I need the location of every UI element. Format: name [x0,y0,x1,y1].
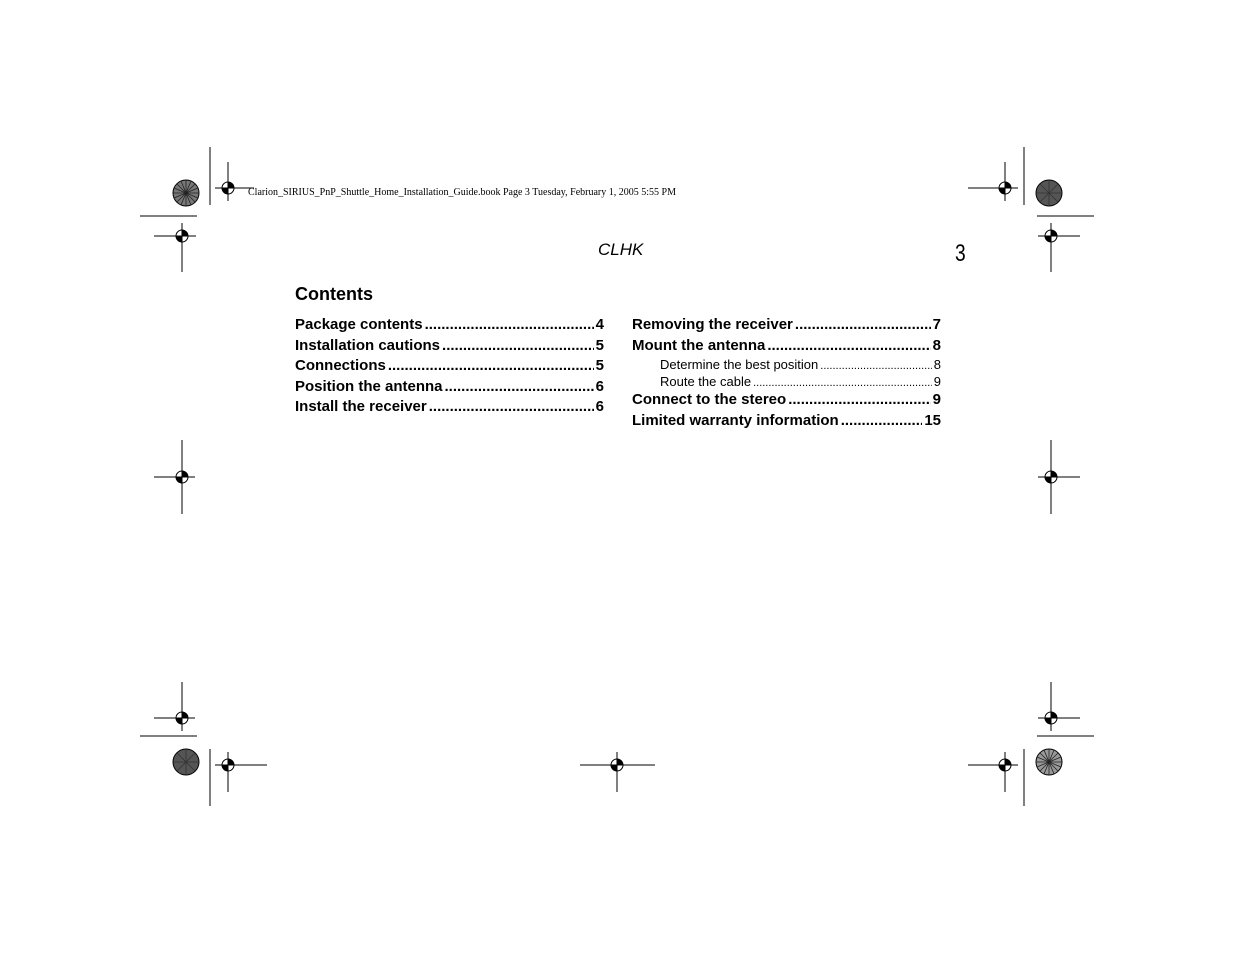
toc-leader-dots [429,397,594,417]
toc-entry-label: Installation cautions [295,336,441,354]
toc-leader-dots [795,315,931,335]
toc-entry-page: 7 [932,316,941,333]
toc-subentry[interactable] [632,356,941,373]
toc-leader-dots [753,373,932,390]
book-file-info-line: Clarion_SIRIUS_PnP_Shuttle_Home_Installation_Guide.book Page 3 Tuesday, February 1, 2005 5:55 PM [248,187,676,198]
starburst-target-icon [172,748,200,776]
starburst-target-icon [1035,748,1063,776]
toc-entry[interactable] [295,397,604,418]
toc-entry-label: Mount the antenna [632,336,766,354]
toc-right-column [632,315,941,431]
toc-entry[interactable] [632,315,941,336]
toc-entry-page: 5 [595,336,604,354]
toc-leader-dots [425,315,594,335]
toc-entry-label: Package contents [295,316,423,333]
toc-entry[interactable] [295,336,604,357]
toc-entry-label: Position the antenna [295,377,443,395]
toc-entry-page: 9 [932,391,941,408]
toc-entry-label: Install the receiver [295,398,427,415]
starburst-target-icon [1035,179,1063,207]
toc-entry-label: Removing the receiver [632,316,793,333]
toc-leader-dots [388,356,594,376]
toc-entry-label: Connections [295,357,386,374]
model-code: CLHK [598,240,644,259]
toc-entry-page: 6 [595,398,604,415]
toc-entry-label: Limited warranty information [632,411,839,429]
toc-entry-page: 8 [933,357,941,372]
toc-leader-dots [788,390,930,410]
contents-title: Contents [295,284,373,304]
toc-left-column [295,315,604,418]
toc-entry[interactable] [632,390,941,411]
toc-leader-dots [442,336,594,356]
toc-entry[interactable] [295,377,604,398]
toc-entry-page: 4 [595,316,604,333]
toc-entry-label: Connect to the stereo [632,391,787,408]
toc-entry-page: 8 [932,336,941,354]
starburst-target-icon [172,179,200,207]
toc-leader-dots [767,336,930,356]
toc-leader-dots [820,356,932,373]
toc-leader-dots [841,411,923,431]
page-number: 3 [955,240,966,267]
toc-entry-page: 6 [595,377,604,395]
toc-entry-label: Determine the best position [660,357,819,372]
toc-entry[interactable] [295,356,604,377]
toc-entry[interactable] [295,315,604,336]
toc-entry[interactable] [632,411,941,432]
toc-entry-page: 15 [924,411,941,429]
toc-subentry[interactable] [632,373,941,390]
toc-entry-page: 5 [595,357,604,374]
toc-entry[interactable] [632,336,941,357]
toc-entry-label: Route the cable [660,374,752,389]
toc-entry-page: 9 [933,374,941,389]
toc-leader-dots [445,377,594,397]
